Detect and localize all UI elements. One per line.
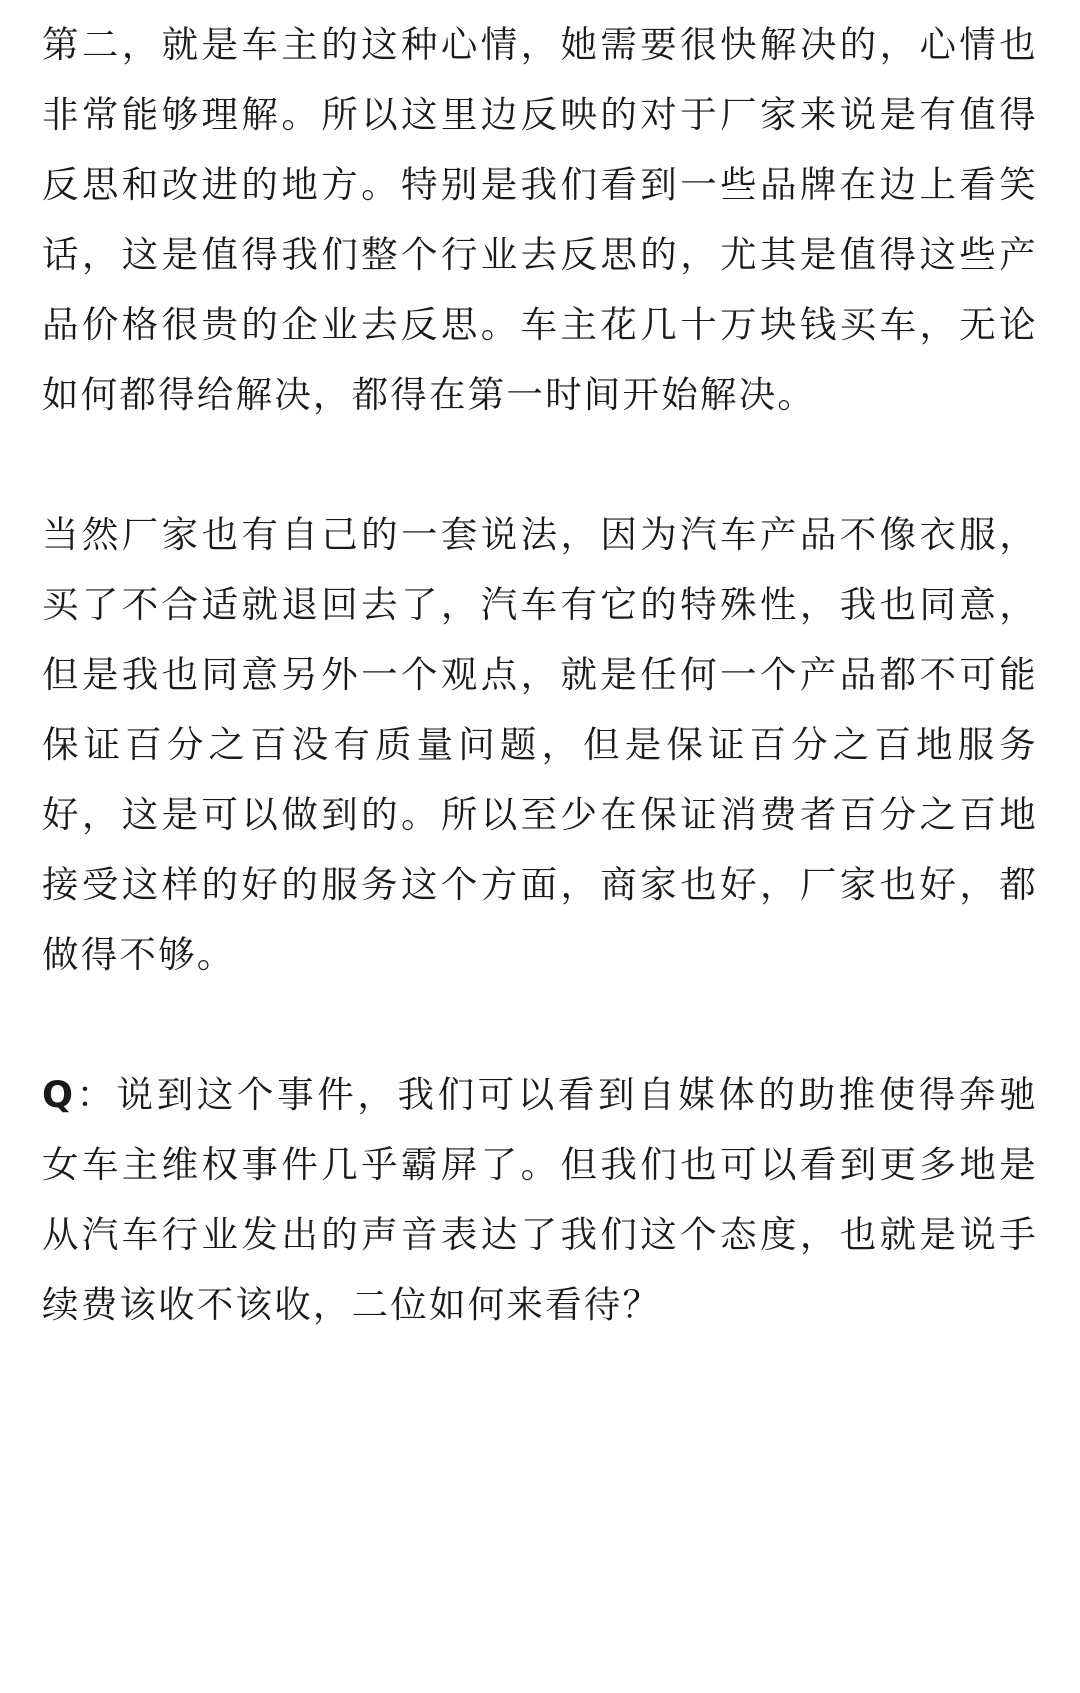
question-label: Q bbox=[42, 1073, 74, 1116]
question-paragraph bbox=[42, 1060, 1038, 1340]
paragraph-car-owner-feelings: 第二，就是车主的这种心情，她需要很快解决的，心情也非常能够理解。所以这里边反映的对于厂家来说是有值得反思和改进的地方。特别是我们看到一些品牌在边上看笑话，这是值得我们整个行业去反思的，尤其是值得这些产品价格很贵的企业去反思。车主花几十万块钱买车，无论如何都得给解决，都得在第一时间开始解决。 bbox=[42, 23, 1038, 416]
question-separator: ： bbox=[75, 1073, 117, 1116]
paragraph-manufacturer-view: 当然厂家也有自己的一套说法，因为汽车产品不像衣服，买了不合适就退回去了，汽车有它的特殊性，我也同意，但是我也同意另外一个观点，就是任何一个产品都不可能保证百分之百没有质量问题，但是保证百分之百地服务好，这是可以做到的。所以至少在保证消费者百分之百地接受这样的好的服务这个方面，商家也好，厂家也好，都做得不够。 bbox=[42, 513, 1038, 976]
question-text: 说到这个事件，我们可以看到自媒体的助推使得奔驰女车主维权事件几乎霸屏了。但我们也可以看到更多地是从汽车行业发出的声音表达了我们这个态度，也就是说手续费该收不该收，二位如何来看待？ bbox=[42, 1073, 1038, 1326]
article-body bbox=[42, 10, 1038, 1340]
